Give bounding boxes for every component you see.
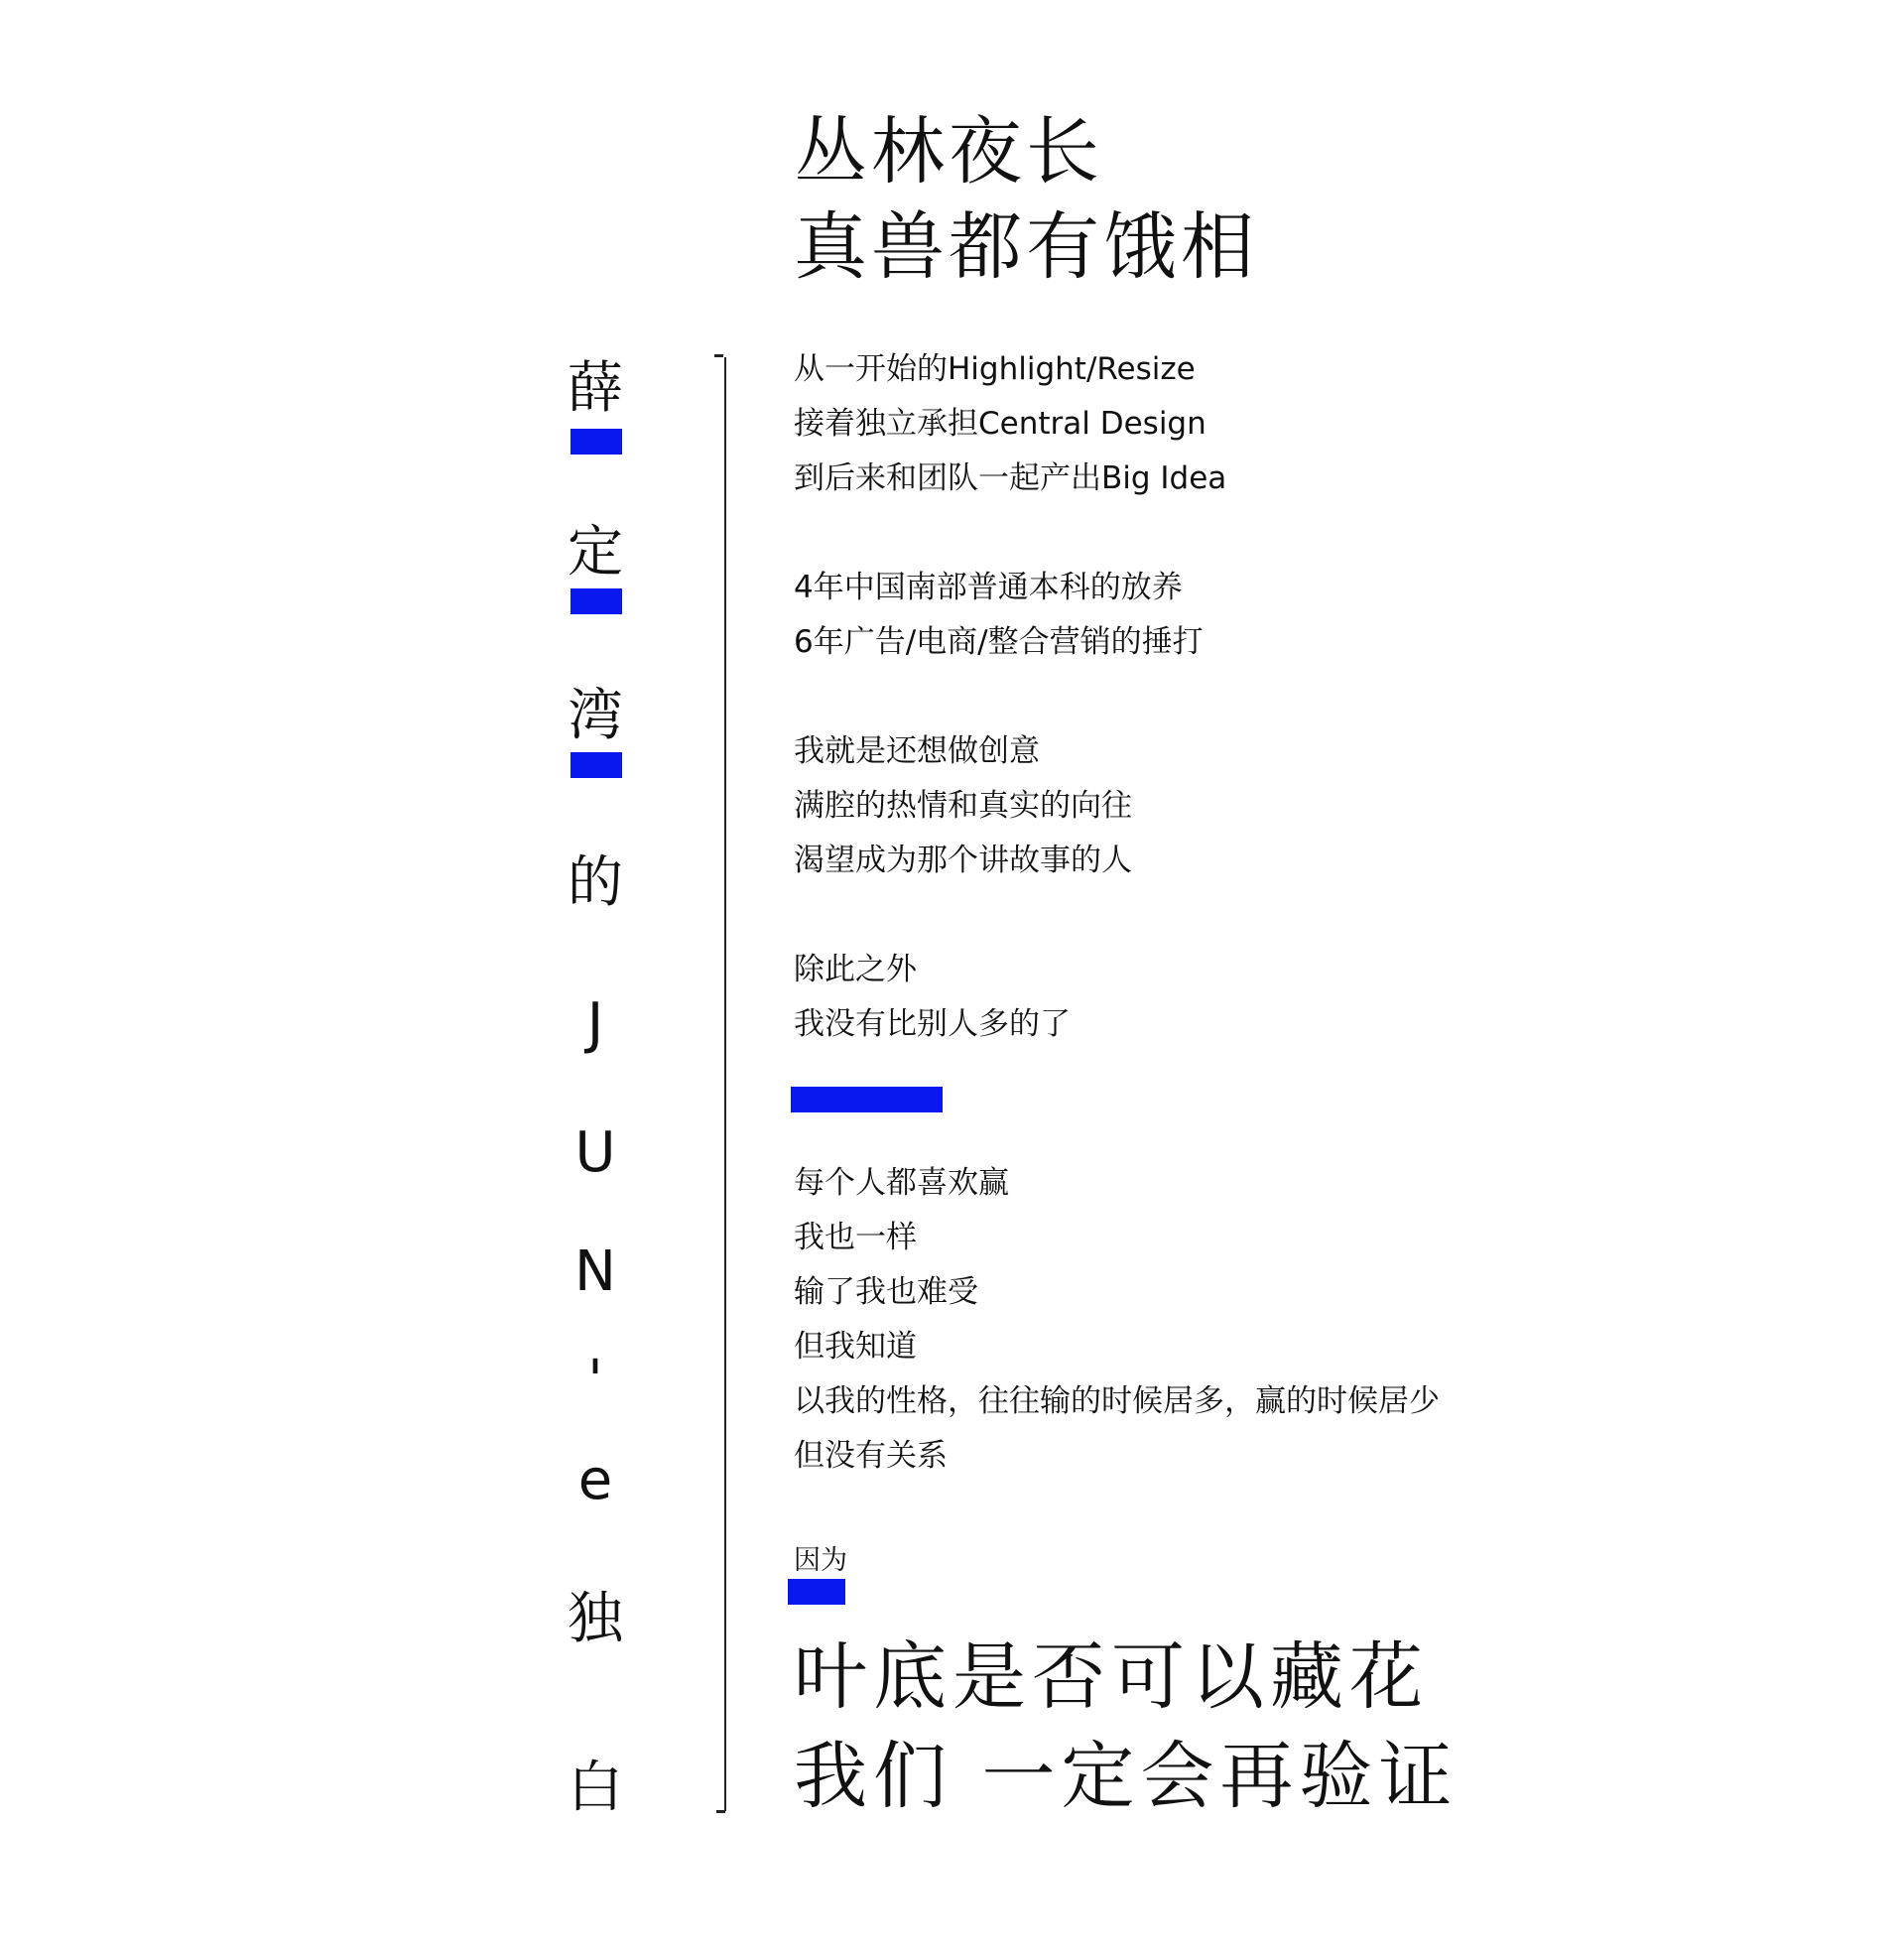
page-title [794, 104, 1258, 295]
accent-bar [791, 1087, 943, 1112]
text-line: 6年广告/电商/整合营销的捶打 [794, 624, 1204, 660]
title-line: 丛林夜长 [794, 109, 1103, 195]
text-line: 除此之外 [794, 952, 917, 987]
text-line: 我也一样 [794, 1220, 917, 1255]
name-char: 独 [568, 1587, 623, 1651]
text-line: 接着独立承担Central Design [794, 406, 1206, 442]
highlight-square [571, 429, 622, 455]
text-line: 但没有关系 [794, 1438, 948, 1474]
name-char: ' [587, 1349, 603, 1413]
text-line: 到后来和团队一起产出Big Idea [794, 460, 1227, 496]
text-line: 我就是还想做创意 [794, 733, 1040, 769]
text-line: 4年中国南部普通本科的放养 [794, 570, 1183, 605]
text-line: 渴望成为那个讲故事的人 [794, 843, 1132, 878]
divider-top-tick [714, 354, 723, 357]
name-char: 白 [568, 1756, 623, 1820]
text-line: 从一开始的Highlight/Resize [794, 351, 1196, 387]
vertical-divider [724, 357, 726, 1811]
divider-bottom-tick [716, 1810, 725, 1813]
because-highlight [788, 1579, 845, 1605]
closing-line: 我们 一定会再验证 [794, 1734, 1459, 1819]
name-char: U [574, 1120, 616, 1185]
text-line: 但我知道 [794, 1329, 917, 1365]
name-char: 湾 [568, 684, 623, 748]
name-char: N [574, 1239, 616, 1304]
name-char: e [577, 1448, 613, 1512]
name-char: 定 [568, 520, 623, 585]
highlight-square [571, 588, 622, 614]
because-label: 因为 [794, 1545, 847, 1576]
closing-line: 叶底是否可以藏花 [794, 1634, 1429, 1720]
paragraph-besides [794, 943, 1071, 1052]
closing-statement [794, 1628, 1459, 1826]
text-line: 以我的性格，往往输的时候居多，赢的时候居少 [794, 1383, 1440, 1419]
text-line: 每个人都喜欢赢 [794, 1165, 1009, 1201]
text-line: 满腔的热情和真实的向往 [794, 788, 1132, 824]
paragraph-career [794, 342, 1226, 506]
name-char: J [586, 991, 604, 1056]
name-char: 薛 [568, 356, 623, 421]
name-char: 的 [568, 850, 623, 915]
text-line: 我没有比别人多的了 [794, 1006, 1071, 1042]
paragraph-passion [794, 724, 1132, 888]
title-line: 真兽都有饿相 [794, 204, 1258, 290]
paragraph-background [794, 561, 1204, 670]
paragraph-winning [794, 1156, 1440, 1484]
text-line: 输了我也难受 [794, 1274, 978, 1310]
highlight-square [571, 752, 622, 778]
